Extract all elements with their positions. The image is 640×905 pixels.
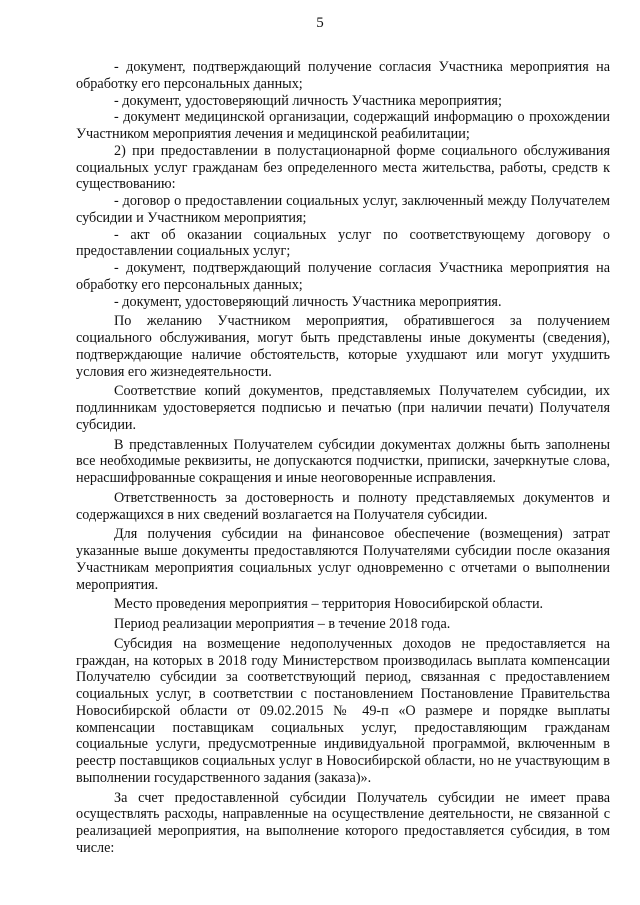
paragraph: - документ, подтверждающий получение согласия Участника мероприятия на обработку его персональных данных; bbox=[76, 59, 610, 92]
paragraph: - акт об оказании социальных услуг по соответствующему договору о предоставлении социальных услуг; bbox=[76, 226, 610, 260]
paragraph: По желанию Участником мероприятия, обратившегося за получением социального обслуживания, могут быть представлены иные документы (сведения), подтверждающие наличие обстоятельств, которые ухудшают или могут ухудшить условия его жизнедеятельности. bbox=[76, 313, 610, 380]
paragraph: В представленных Получателем субсидии документах должны быть заполнены все необходимые реквизиты, не допускаются подчистки, приписки, зачеркнутые слова, нерасшифрованные сокращения и иные неоговоренные исправления. bbox=[76, 436, 610, 486]
paragraph: Место проведения мероприятия – территория Новосибирской области. bbox=[114, 596, 544, 613]
paragraph: Субсидия на возмещение недополученных доходов не предоставляется на граждан, на которых в 2018 году Министерством производилась выплата компенсации Получателю субсидии за соответствующий период, связанная с предоставлением социальных услуг, в соответствии с постановлением Постановление Правительства Новосибирской области от 09.02.2015 № 49-п «О размере и порядке выплаты компенсации поставщикам социальных услуг, предоставляющим гражданам социальные услуги, предусмотренные индивидуальной программой, включенным в реестр поставщиков социальных услуг в Новосибирской области, но не участвующим в выполнении государственного задания (заказа)». bbox=[76, 635, 610, 786]
document-body bbox=[76, 59, 610, 857]
paragraph: Ответственность за достоверность и полноту представляемых документов и содержащихся в них сведений возлагается на Получателя субсидии. bbox=[76, 489, 610, 523]
paragraph: - документ медицинской организации, содержащий информацию о прохождении Участником мероприятия лечения и медицинской реабилитации; bbox=[76, 109, 610, 142]
paragraph: Для получения субсидии на финансовое обеспечение (возмещения) затрат указанные выше документы предоставляются Получателями субсидии после оказания Участникам мероприятия социальных услуг одновременно с отчетами о выполнении мероприятия. bbox=[76, 526, 610, 593]
paragraph: - документ, удостоверяющий личность Участника мероприятия; bbox=[114, 92, 502, 109]
paragraph: Соответствие копий документов, представляемых Получателем субсидии, их подлинникам удостоверяется подписью и печатью (при наличии печати) Получателя субсидии. bbox=[76, 383, 610, 433]
paragraph: - документ, удостоверяющий личность Участника мероприятия. bbox=[114, 293, 502, 310]
paragraph: Период реализации мероприятия – в течение 2018 года. bbox=[114, 616, 451, 632]
paragraph: - документ, подтверждающий получение согласия Участника мероприятия на обработку его персональных данных; bbox=[76, 260, 610, 293]
paragraph: - договор о предоставлении социальных услуг, заключенный между Получателем субсидии и Участником мероприятия; bbox=[76, 193, 610, 226]
paragraph: 2) при предоставлении в полустационарной форме социального обслуживания социальных услуг гражданам без определенного места жительства, работы, средств к существованию: bbox=[76, 142, 610, 193]
paragraph: За счет предоставленной субсидии Получатель субсидии не имеет права осуществлять расходы, направленные на осуществление деятельности, не связанной с реализацией мероприятия, на выполнение которого предоставляется субсидия, в том числе: bbox=[76, 789, 610, 856]
page-number: 5 bbox=[316, 15, 324, 31]
